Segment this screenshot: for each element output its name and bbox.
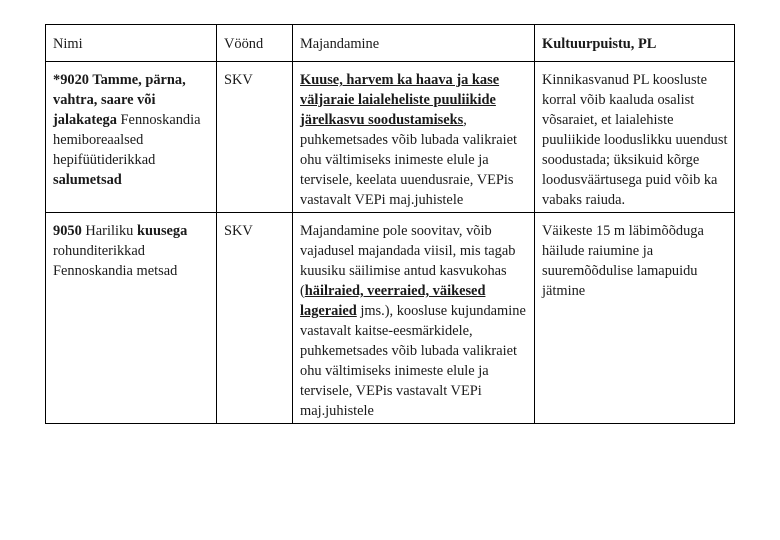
- habitat-species: kuusega: [136, 223, 188, 239]
- habitat-code-name: *9020 Tamme, pärna, vahtra, saare või jalakatega: [53, 72, 186, 128]
- zone-cell: SKV: [217, 62, 293, 213]
- management-text: Majandamine pole soovitav, võib vajadusel majandada viisil, mis tagab kuusiku säilimise antud kasvukohas (: [300, 223, 516, 299]
- habitat-description-rest: rohunditerikkad Fennoskandia metsad: [53, 243, 178, 279]
- management-text: , puhkemetsades võib lubada valikraiet ohu vältimiseks inimeste elule ja tervisele, keelata uuendusraie, VEPis vastavalt VEPi maj.juhistele: [300, 112, 517, 208]
- header-culture-forest: Kultuurpuistu, PL: [535, 25, 735, 62]
- management-emphasis: Kuuse, harvem ka haava ja kase väljaraie laialeheliste puuliikide järelkasvu soodustamiseks: [300, 72, 500, 128]
- habitat-management-table: [45, 24, 735, 424]
- culture-forest-cell: Kinnikasvanud PL koosluste korral võib kaaluda osalist võsaraiet, et laialehiste puuliikide looduslikku uuendust soodustada; üksikuid kõrge loodusväärtusega puid võib ka vabaks raiuda.: [535, 62, 735, 213]
- table-row: [46, 62, 735, 213]
- management-cell: [293, 213, 535, 424]
- habitat-type: salumetsad: [53, 172, 122, 188]
- management-cell: [293, 62, 535, 213]
- culture-forest-cell: Väikeste 15 m läbimõõduga häilude raiumine ja suuremõõdulise lamapuidu jätmine: [535, 213, 735, 424]
- management-emphasis: häilraied, veerraied, väikesed lageraied: [300, 283, 486, 319]
- habitat-description: Hariliku: [81, 223, 137, 239]
- header-name: Nimi: [46, 25, 217, 62]
- management-text-rest: jms.), koosluse kujundamine vastavalt kaitse-eesmärkidele, puhkemetsades võib lubada valikraiet ohu vältimiseks inimeste elule ja tervisele, VEPis vastavalt VEPi maj.juhistele: [300, 303, 526, 419]
- habitat-name-cell: [46, 213, 217, 424]
- habitat-description: Fennoskandia hemiboreaalsed hepifüütiderikkad: [53, 112, 201, 168]
- table-header-row: [46, 25, 735, 62]
- zone-cell: SKV: [217, 213, 293, 424]
- table-row: [46, 213, 735, 424]
- habitat-name-cell: [46, 62, 217, 213]
- header-management: Majandamine: [293, 25, 535, 62]
- habitat-code: 9050: [53, 223, 82, 239]
- header-zone: Vöönd: [217, 25, 293, 62]
